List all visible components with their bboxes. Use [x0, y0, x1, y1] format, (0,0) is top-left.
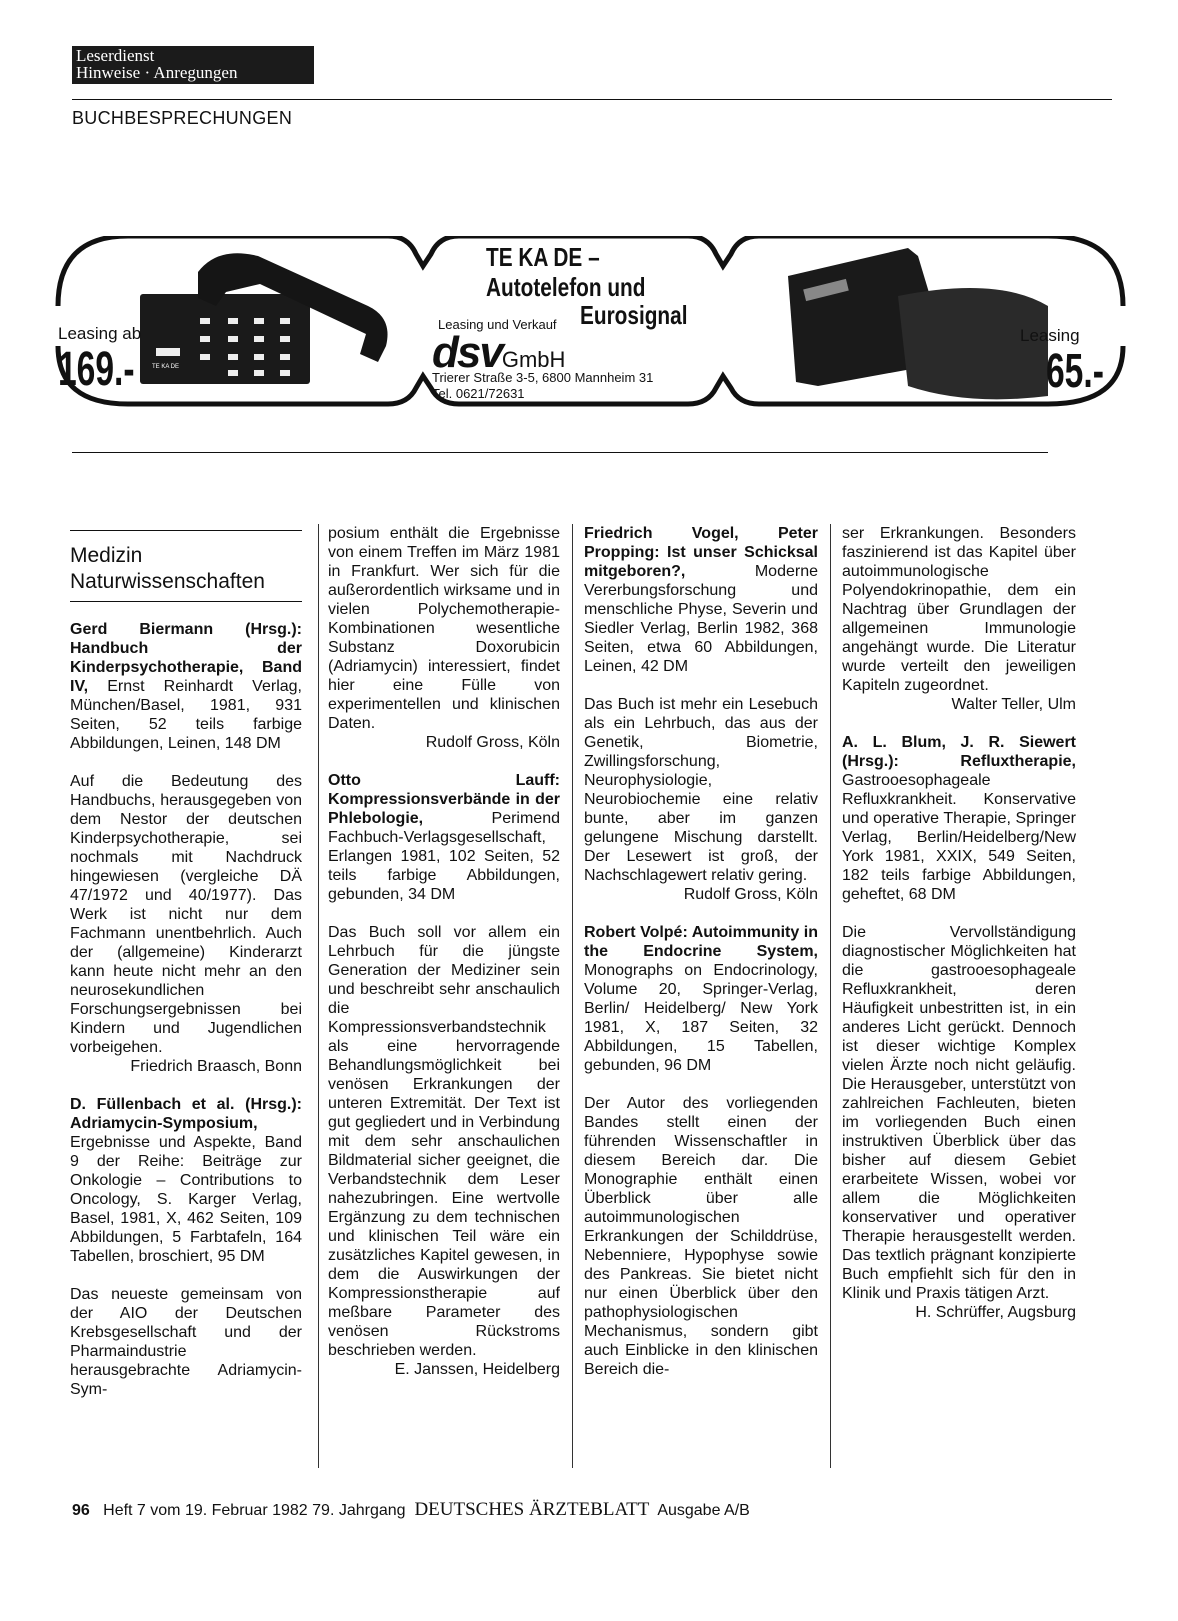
review-entry — [70, 1095, 302, 1266]
edition-info: Ausgabe A/B — [657, 1502, 750, 1519]
ad-right-price: 65.- — [1046, 345, 1104, 398]
review-meta: Ernst Reinhardt Verlag, München/Basel, 1981, 931 Seiten, 52 teils farbige Abbildungen, Leinen, 148 DM — [70, 678, 302, 752]
ad-left-label: Leasing ab — [58, 324, 142, 343]
category-rule-bottom — [70, 601, 302, 602]
review-body: Auf die Bedeutung des Handbuchs, herausgegeben von dem Nestor der deutschen Kinderpsychotherapie, sei nochmals mit Nachdruck hingewiesen (vergleiche DÄ 47/1972 und 40/1977). Das Werk ist nicht nur dem Fachmann unentbehrlich. Auch der (allgemeine) Kinderarzt kann heute nicht mehr an den neurosekundlichen Forschungsergebnissen bei Kindern und Jugendlichen vorbeigehen. — [70, 773, 302, 1056]
leserdienst-box — [72, 46, 314, 84]
review-meta: Gastrooesophageale Refluxkrankheit. Konservative und operative Therapie, Springer Verlag, Berlin/Heidelberg/New York 1981, XXIX, 549 Seiten, 182 teils farbige Abbildungen, geheftet, 68 DM — [842, 772, 1076, 903]
column-divider — [572, 524, 573, 1468]
page-footer — [72, 1499, 750, 1521]
review-body: Die Vervollständigung diagnostischer Möglichkeiten hat die gastrooesophageale Refluxkrankheit, deren Häufigkeit unbestritten ist, in ein anderes Licht gerückt. Dennoch ist dieser wichtige Komplex vielen Ärzte noch nicht geläufig. Die Herausgeber, unterstützt von zahlreichen Fachleuten, bieten im vorliegenden Buch einen instruktiven Überblick über das bisher auf diesem Gebiet erarbeitete Wissen, wobei vor allem die Möglichkeiten konservativer und operativer Therapie herausgestellt werden. Das textlich prägnant konzipierte Buch empfiehlt sich für den in Klinik und Praxis tätigen Arzt. — [842, 924, 1076, 1302]
column-2 — [328, 524, 560, 1398]
review-body: Das Buch soll vor allem ein Lehrbuch für die jüngste Generation der Mediziner sein und beschreibt sehr anschaulich die Kompressionsverbandstechnik als eine hervorragende Behandlungsmöglichkeit bei venösen Erkrankungen der unteren Extremität. Der Text ist gut gegliedert und in Verbindung mit dem sehr anschaulichen Bildmaterial sicher geeignet, die Verbandstechnik dem Leser nahezubringen. Eine wertvolle Ergänzung zu dem technischen und klinischen Teil wäre ein zusätzliches Kapitel gewesen, in dem die Auswirkungen der Kompressionstherapie auf meßbare Parameter des venösen Rückstroms beschrieben werden. — [328, 924, 560, 1359]
review-heading: Gerd Biermann (Hrsg.): Handbuch der Kinderpsychotherapie, Band IV, — [70, 621, 302, 695]
review-signature: Friedrich Braasch, Bonn — [130, 1058, 302, 1075]
review-body: Der Autor des vorliegenden Bandes stellt einen der führenden Wissenschaftler in diesem Bereich dar. Die Monographie enthält einen Überblick über alle autoimmunologischen Erkrankungen der Schilddrüse, Nebenniere, Hypophyse sowie des Pankreas. Sie bietet nicht nur einen Überblick über den pathophysiologischen Mechanismus, sondern gibt auch Einblicke in den klinischen Bereich die- — [584, 1095, 818, 1378]
review-entry — [328, 771, 560, 904]
review-heading: D. Füllenbach et al. (Hrsg.): Adriamycin-Symposium, — [70, 1096, 302, 1132]
review-signature: Rudolf Gross, Köln — [683, 886, 818, 903]
ad-brand-line2: Autotelefon und — [486, 272, 646, 302]
review-entry — [584, 524, 818, 676]
review-signature: H. Schrüffer, Augsburg — [915, 1304, 1076, 1321]
review-heading: A. L. Blum, J. R. Siewert (Hrsg.): Refluxtherapie, — [842, 734, 1076, 770]
page-number: 96 — [72, 1502, 90, 1519]
device-label: TE KA DE — [152, 364, 180, 370]
ad-address: Trierer Straße 3-5, 6800 Mannheim 31 — [432, 370, 654, 385]
magazine-name: DEUTSCHES ÄRZTEBLATT — [414, 1499, 650, 1520]
review-signature: E. Janssen, Heidelberg — [394, 1361, 560, 1378]
review-heading: Otto Lauff: Kompressionsverbände in der Phlebologie, — [328, 772, 560, 827]
ad-brand-line1: TE KA DE – — [486, 242, 600, 272]
ad-brand — [486, 242, 645, 302]
leserdienst-line1: Leserdienst — [76, 46, 155, 65]
column-1 — [70, 524, 302, 1418]
section-title: BUCHBESPRECHUNGEN — [72, 108, 293, 128]
review-heading: Friedrich Vogel, Peter Propping: Ist unser Schicksal mitgeboren?, — [584, 525, 818, 580]
category-line1: Medizin — [70, 544, 143, 567]
ad-eurosignal: Eurosignal — [580, 300, 688, 330]
column-divider — [830, 524, 831, 1468]
advertisement — [48, 236, 1128, 422]
dsv-gmbh: GmbH — [501, 347, 566, 372]
column-divider — [318, 524, 319, 1468]
review-body: Das neueste gemeinsam von der AIO der Deutschen Krebsgesellschaft und der Pharmaindustrie herausgebrachte Adriamycin-Sym- — [70, 1286, 302, 1398]
ad-tel: Tel. 0621/72631 — [432, 386, 525, 401]
ad-bottom-rule — [72, 452, 1048, 453]
review-entry — [70, 620, 302, 753]
review-body: posium enthält die Ergebnisse von einem Treffen im März 1981 in Frankfurt. Wer sich für die außerordentlich wirksame und in vielen Polychemotherapie-Kombinationen wesentliche Substanz Doxorubicin (Adriamycin) interessiert, findet hier eine Fülle von experimentellen und klinischen Daten. — [328, 525, 560, 732]
leserdienst-line2: Hinweise · Anregungen — [76, 63, 238, 82]
column-3 — [584, 524, 818, 1398]
review-body: ser Erkrankungen. Besonders faszinierend ist das Kapitel über autoimmunologische Polyendokrinopathie, dem ein Nachtrag über Grundlagen der allgemeinen Immunologie angehängt wurde. Die Literatur wurde verteilt den jeweiligen Kapiteln zugeordnet. — [842, 525, 1076, 694]
review-heading: Robert Volpé: Autoimmunity in the Endocrine System, — [584, 924, 818, 960]
category-heading — [70, 531, 302, 601]
review-entry — [584, 923, 818, 1075]
column-4 — [842, 524, 1076, 1341]
category-line2: Naturwissenschaften — [70, 570, 265, 593]
ad-right-label: Leasing — [1020, 326, 1080, 345]
review-signature: Walter Teller, Ulm — [951, 696, 1076, 713]
ad-left-price: 169.- — [58, 343, 135, 396]
review-entry — [842, 733, 1076, 904]
review-meta: Moderne Vererbungsforschung und menschliche Physe, Severin und Siedler Verlag, Berlin 1982, 368 Seiten, etwa 60 Abbildungen, Leinen, 42 DM — [584, 563, 818, 675]
review-body: Das Buch ist mehr ein Lesebuch als ein Lehrbuch, das aus der Genetik, Biometrie, Zwillingsforschung, Neurophysiologie, Neurobiochemie eine relativ bunte, aber im ganzen gelungene Mischung darstellt. Der Lesewert ist groß, der Nachschlagewert relativ gering. — [584, 696, 818, 884]
dsv-logo: dsv — [432, 328, 502, 377]
review-signature: Rudolf Gross, Köln — [425, 734, 560, 751]
review-meta: Monographs on Endocrinology, Volume 20, Springer-Verlag, Berlin/ Heidelberg/ New York 1981, X, 187 Seiten, 32 Abbildungen, 15 Tabellen, gebunden, 96 DM — [584, 962, 818, 1074]
review-meta: Ergebnisse und Aspekte, Band 9 der Reihe: Beiträge zur Onkologie – Contributions to Oncology, S. Karger Verlag, Basel, 1981, X, 462 Seiten, 109 Abbildungen, 5 Farbtafeln, 164 Tabellen, broschiert, 95 DM — [70, 1134, 302, 1265]
issue-info: Heft 7 vom 19. Februar 1982 79. Jahrgang — [103, 1502, 406, 1519]
review-meta: Perimend Fachbuch-Verlagsgesellschaft, Erlangen 1981, 102 Seiten, 52 teils farbige Abbildungen, gebunden, 34 DM — [328, 810, 560, 903]
ad-leasing-verkauf: Leasing und Verkauf — [438, 317, 557, 332]
header-rule — [72, 99, 1112, 100]
